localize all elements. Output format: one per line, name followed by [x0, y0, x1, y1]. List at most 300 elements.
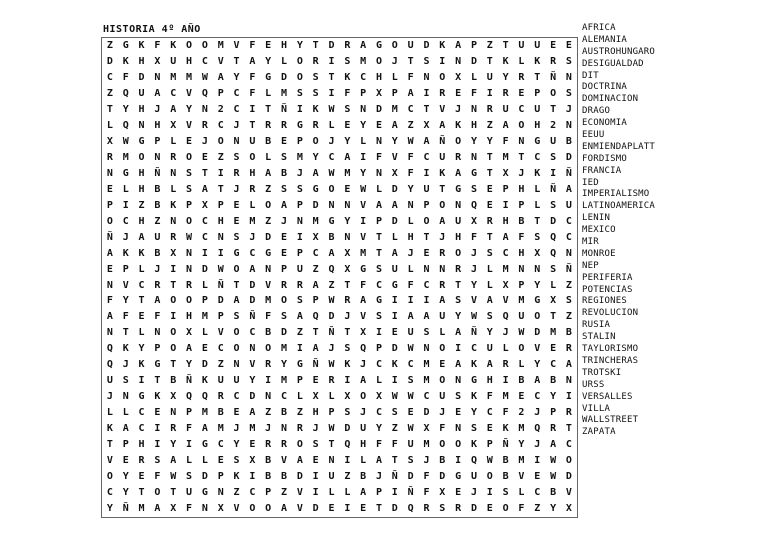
grid-cell[interactable]: Ñ	[328, 327, 335, 339]
grid-cell[interactable]: T	[423, 231, 430, 243]
grid-cell[interactable]: Y	[534, 359, 541, 371]
grid-cell[interactable]: S	[281, 183, 288, 195]
grid-cell[interactable]: N	[170, 167, 177, 179]
grid-cell[interactable]: P	[518, 199, 525, 211]
grid-cell[interactable]: E	[201, 343, 208, 355]
grid-cell[interactable]: Y	[233, 71, 240, 83]
grid-cell[interactable]: O	[455, 439, 462, 451]
grid-cell[interactable]: R	[186, 279, 193, 291]
grid-cell[interactable]: T	[534, 215, 541, 227]
grid-cell[interactable]: V	[502, 295, 509, 307]
grid-cell[interactable]: N	[565, 375, 572, 387]
grid-cell[interactable]: O	[170, 327, 177, 339]
grid-cell[interactable]: S	[281, 151, 288, 163]
grid-cell[interactable]: K	[344, 71, 351, 83]
grid-cell[interactable]: K	[201, 375, 208, 387]
grid-cell[interactable]: N	[170, 215, 177, 227]
grid-cell[interactable]: B	[518, 215, 525, 227]
grid-cell[interactable]: X	[423, 119, 430, 131]
grid-cell[interactable]: F	[122, 71, 129, 83]
grid-cell[interactable]: N	[375, 135, 382, 147]
grid-cell[interactable]: N	[455, 55, 462, 67]
grid-cell[interactable]: J	[344, 311, 351, 323]
grid-cell[interactable]: N	[154, 151, 161, 163]
grid-cell[interactable]: S	[565, 55, 572, 67]
grid-cell[interactable]: V	[186, 87, 193, 99]
grid-cell[interactable]: R	[344, 295, 351, 307]
grid-cell[interactable]: A	[281, 199, 288, 211]
grid-cell[interactable]: X	[344, 247, 351, 259]
grid-cell[interactable]: I	[296, 103, 303, 115]
grid-cell[interactable]: B	[154, 183, 161, 195]
grid-cell[interactable]: A	[360, 375, 367, 387]
grid-cell[interactable]: A	[360, 39, 367, 51]
grid-cell[interactable]: G	[201, 487, 208, 499]
grid-cell[interactable]: A	[360, 487, 367, 499]
grid-cell[interactable]: B	[328, 231, 335, 243]
grid-cell[interactable]: A	[455, 167, 462, 179]
grid-cell[interactable]: P	[375, 343, 382, 355]
grid-cell[interactable]: E	[138, 311, 145, 323]
grid-cell[interactable]: Y	[360, 119, 367, 131]
grid-cell[interactable]: Y	[296, 39, 303, 51]
grid-cell[interactable]: Y	[265, 55, 272, 67]
grid-cell[interactable]: U	[154, 231, 161, 243]
grid-cell[interactable]: W	[217, 263, 224, 275]
grid-cell[interactable]: Q	[312, 311, 319, 323]
grid-cell[interactable]: S	[565, 87, 572, 99]
grid-cell[interactable]: K	[391, 359, 398, 371]
grid-cell[interactable]: I	[249, 103, 256, 115]
grid-cell[interactable]: D	[375, 103, 382, 115]
grid-cell[interactable]: Y	[470, 279, 477, 291]
grid-cell[interactable]: C	[486, 407, 493, 419]
grid-cell[interactable]: C	[550, 359, 557, 371]
grid-cell[interactable]: C	[233, 87, 240, 99]
grid-cell[interactable]: N	[565, 71, 572, 83]
grid-cell[interactable]: I	[423, 87, 430, 99]
grid-cell[interactable]: Z	[265, 183, 272, 195]
grid-cell[interactable]: H	[360, 439, 367, 451]
grid-cell[interactable]: U	[486, 343, 493, 355]
grid-cell[interactable]: Q	[106, 343, 113, 355]
grid-cell[interactable]: W	[170, 471, 177, 483]
grid-cell[interactable]: A	[154, 87, 161, 99]
grid-cell[interactable]: B	[265, 135, 272, 147]
grid-cell[interactable]: A	[233, 295, 240, 307]
grid-cell[interactable]: O	[439, 71, 446, 83]
grid-cell[interactable]: H	[249, 167, 256, 179]
grid-cell[interactable]: L	[486, 263, 493, 275]
grid-cell[interactable]: S	[233, 455, 240, 467]
grid-cell[interactable]: H	[375, 71, 382, 83]
grid-cell[interactable]: K	[502, 55, 509, 67]
grid-cell[interactable]: V	[233, 503, 240, 515]
grid-cell[interactable]: K	[170, 39, 177, 51]
grid-cell[interactable]: Y	[391, 135, 398, 147]
grid-cell[interactable]: I	[154, 423, 161, 435]
grid-cell[interactable]: L	[328, 487, 335, 499]
grid-cell[interactable]: L	[138, 327, 145, 339]
grid-cell[interactable]: O	[138, 151, 145, 163]
grid-cell[interactable]: R	[296, 279, 303, 291]
grid-cell[interactable]: D	[281, 71, 288, 83]
grid-cell[interactable]: C	[534, 391, 541, 403]
grid-cell[interactable]: F	[265, 311, 272, 323]
grid-cell[interactable]: E	[186, 135, 193, 147]
grid-cell[interactable]: C	[249, 487, 256, 499]
grid-cell[interactable]: Q	[407, 503, 414, 515]
grid-cell[interactable]: R	[486, 215, 493, 227]
grid-cell[interactable]: Y	[375, 423, 382, 435]
grid-cell[interactable]: W	[407, 343, 414, 355]
grid-cell[interactable]: N	[106, 279, 113, 291]
grid-cell[interactable]: R	[281, 279, 288, 291]
grid-cell[interactable]: H	[138, 55, 145, 67]
grid-cell[interactable]: Y	[138, 343, 145, 355]
grid-cell[interactable]: T	[265, 103, 272, 115]
grid-cell[interactable]: E	[106, 183, 113, 195]
grid-cell[interactable]: L	[296, 391, 303, 403]
grid-cell[interactable]: O	[455, 247, 462, 259]
grid-cell[interactable]: Z	[486, 39, 493, 51]
grid-cell[interactable]: T	[550, 103, 557, 115]
grid-cell[interactable]: C	[375, 359, 382, 371]
grid-cell[interactable]: U	[502, 103, 509, 115]
grid-cell[interactable]: M	[518, 295, 525, 307]
grid-cell[interactable]: J	[534, 407, 541, 419]
grid-cell[interactable]: T	[233, 55, 240, 67]
grid-cell[interactable]: N	[565, 119, 572, 131]
grid-cell[interactable]: R	[170, 151, 177, 163]
grid-cell[interactable]: H	[186, 55, 193, 67]
grid-cell[interactable]: F	[502, 135, 509, 147]
grid-cell[interactable]: S	[486, 247, 493, 259]
grid-cell[interactable]: J	[391, 55, 398, 67]
grid-cell[interactable]: J	[328, 135, 335, 147]
grid-cell[interactable]: N	[344, 199, 351, 211]
grid-cell[interactable]: L	[550, 279, 557, 291]
grid-cell[interactable]: I	[391, 295, 398, 307]
grid-cell[interactable]: Q	[122, 119, 129, 131]
grid-cell[interactable]: E	[455, 407, 462, 419]
grid-cell[interactable]: P	[312, 295, 319, 307]
grid-cell[interactable]: J	[122, 359, 129, 371]
grid-cell[interactable]: G	[470, 375, 477, 387]
grid-cell[interactable]: C	[217, 343, 224, 355]
grid-cell[interactable]: A	[486, 359, 493, 371]
grid-cell[interactable]: E	[565, 39, 572, 51]
grid-cell[interactable]: O	[186, 295, 193, 307]
grid-cell[interactable]: Q	[186, 391, 193, 403]
grid-cell[interactable]: I	[138, 375, 145, 387]
grid-cell[interactable]: N	[423, 343, 430, 355]
grid-cell[interactable]: M	[423, 359, 430, 371]
grid-cell[interactable]: Z	[106, 39, 113, 51]
grid-cell[interactable]: L	[375, 183, 382, 195]
grid-cell[interactable]: Y	[122, 295, 129, 307]
grid-cell[interactable]: G	[122, 39, 129, 51]
grid-cell[interactable]: T	[486, 167, 493, 179]
grid-cell[interactable]: A	[455, 327, 462, 339]
grid-cell[interactable]: O	[423, 215, 430, 227]
grid-cell[interactable]: Y	[407, 183, 414, 195]
grid-cell[interactable]: M	[423, 439, 430, 451]
grid-cell[interactable]: G	[201, 439, 208, 451]
grid-cell[interactable]: R	[312, 119, 319, 131]
grid-cell[interactable]: V	[391, 151, 398, 163]
grid-cell[interactable]: Ñ	[281, 103, 288, 115]
grid-cell[interactable]: P	[296, 199, 303, 211]
grid-cell[interactable]: Z	[565, 279, 572, 291]
grid-cell[interactable]: O	[439, 375, 446, 387]
grid-cell[interactable]: A	[423, 311, 430, 323]
grid-cell[interactable]: J	[534, 439, 541, 451]
grid-cell[interactable]: M	[281, 87, 288, 99]
grid-cell[interactable]: D	[265, 231, 272, 243]
grid-cell[interactable]: K	[344, 359, 351, 371]
grid-cell[interactable]: A	[565, 183, 572, 195]
grid-cell[interactable]: L	[106, 407, 113, 419]
grid-cell[interactable]: N	[296, 215, 303, 227]
grid-cell[interactable]: B	[565, 327, 572, 339]
grid-cell[interactable]: C	[138, 279, 145, 291]
grid-cell[interactable]: X	[439, 487, 446, 499]
grid-cell[interactable]: T	[486, 55, 493, 67]
grid-cell[interactable]: E	[281, 247, 288, 259]
grid-cell[interactable]: N	[201, 103, 208, 115]
grid-cell[interactable]: O	[186, 215, 193, 227]
grid-cell[interactable]: Y	[186, 103, 193, 115]
grid-cell[interactable]: X	[312, 391, 319, 403]
grid-cell[interactable]: B	[502, 471, 509, 483]
grid-cell[interactable]: C	[423, 391, 430, 403]
grid-cell[interactable]: J	[502, 327, 509, 339]
grid-cell[interactable]: N	[233, 359, 240, 371]
grid-cell[interactable]: M	[423, 375, 430, 387]
grid-cell[interactable]: H	[138, 103, 145, 115]
grid-cell[interactable]: A	[312, 343, 319, 355]
grid-cell[interactable]: D	[470, 55, 477, 67]
grid-cell[interactable]: H	[186, 311, 193, 323]
grid-cell[interactable]: C	[217, 439, 224, 451]
grid-cell[interactable]: K	[233, 471, 240, 483]
grid-cell[interactable]: S	[407, 375, 414, 387]
grid-cell[interactable]: C	[470, 343, 477, 355]
grid-cell[interactable]: E	[281, 231, 288, 243]
grid-cell[interactable]: B	[265, 327, 272, 339]
grid-cell[interactable]: E	[233, 199, 240, 211]
grid-cell[interactable]: G	[233, 247, 240, 259]
grid-cell[interactable]: X	[170, 247, 177, 259]
grid-cell[interactable]: B	[265, 455, 272, 467]
grid-cell[interactable]: D	[328, 311, 335, 323]
grid-cell[interactable]: R	[312, 55, 319, 67]
grid-cell[interactable]: E	[455, 487, 462, 499]
grid-cell[interactable]: K	[122, 247, 129, 259]
grid-cell[interactable]: Z	[407, 119, 414, 131]
grid-cell[interactable]: W	[470, 311, 477, 323]
grid-cell[interactable]: T	[233, 279, 240, 291]
grid-cell[interactable]: H	[407, 231, 414, 243]
grid-cell[interactable]: S	[281, 311, 288, 323]
grid-cell[interactable]: S	[296, 183, 303, 195]
grid-cell[interactable]: O	[565, 455, 572, 467]
grid-cell[interactable]: E	[550, 343, 557, 355]
grid-cell[interactable]: M	[201, 311, 208, 323]
grid-cell[interactable]: U	[486, 71, 493, 83]
grid-cell[interactable]: F	[186, 423, 193, 435]
grid-cell[interactable]: I	[170, 311, 177, 323]
grid-cell[interactable]: R	[217, 391, 224, 403]
grid-cell[interactable]: R	[170, 423, 177, 435]
grid-cell[interactable]: K	[138, 247, 145, 259]
grid-cell[interactable]: O	[534, 311, 541, 323]
grid-cell[interactable]: D	[565, 151, 572, 163]
grid-cell[interactable]: L	[265, 151, 272, 163]
grid-cell[interactable]: Z	[328, 279, 335, 291]
grid-cell[interactable]: M	[296, 151, 303, 163]
grid-cell[interactable]: R	[565, 343, 572, 355]
grid-cell[interactable]: R	[265, 119, 272, 131]
grid-cell[interactable]: A	[455, 359, 462, 371]
grid-cell[interactable]: J	[423, 455, 430, 467]
grid-cell[interactable]: F	[423, 487, 430, 499]
grid-cell[interactable]: B	[550, 487, 557, 499]
grid-cell[interactable]: R	[439, 87, 446, 99]
grid-cell[interactable]: O	[439, 199, 446, 211]
grid-cell[interactable]: O	[328, 183, 335, 195]
grid-cell[interactable]: J	[154, 263, 161, 275]
grid-cell[interactable]: M	[249, 215, 256, 227]
grid-cell[interactable]: N	[470, 103, 477, 115]
grid-cell[interactable]: O	[518, 343, 525, 355]
grid-cell[interactable]: R	[502, 87, 509, 99]
grid-cell[interactable]: I	[265, 375, 272, 387]
grid-cell[interactable]: A	[439, 119, 446, 131]
grid-cell[interactable]: J	[233, 423, 240, 435]
grid-cell[interactable]: Z	[217, 151, 224, 163]
grid-cell[interactable]: H	[518, 247, 525, 259]
grid-cell[interactable]: S	[407, 455, 414, 467]
grid-cell[interactable]: T	[122, 327, 129, 339]
grid-cell[interactable]: Ñ	[407, 487, 414, 499]
grid-cell[interactable]: E	[486, 423, 493, 435]
grid-cell[interactable]: V	[360, 311, 367, 323]
grid-cell[interactable]: J	[518, 167, 525, 179]
grid-cell[interactable]: S	[344, 407, 351, 419]
grid-cell[interactable]: T	[518, 151, 525, 163]
grid-cell[interactable]: A	[265, 167, 272, 179]
grid-cell[interactable]: S	[312, 439, 319, 451]
grid-cell[interactable]: O	[249, 503, 256, 515]
grid-cell[interactable]: V	[360, 231, 367, 243]
grid-cell[interactable]: F	[360, 279, 367, 291]
grid-cell[interactable]: A	[391, 199, 398, 211]
grid-cell[interactable]: F	[154, 471, 161, 483]
grid-cell[interactable]: N	[170, 407, 177, 419]
grid-cell[interactable]: P	[186, 407, 193, 419]
grid-cell[interactable]: S	[344, 343, 351, 355]
grid-cell[interactable]: V	[565, 487, 572, 499]
grid-cell[interactable]: R	[455, 151, 462, 163]
grid-cell[interactable]: H	[502, 215, 509, 227]
grid-cell[interactable]: B	[154, 199, 161, 211]
grid-cell[interactable]: I	[217, 247, 224, 259]
grid-cell[interactable]: U	[423, 183, 430, 195]
grid-cell[interactable]: G	[391, 279, 398, 291]
grid-cell[interactable]: K	[122, 343, 129, 355]
grid-cell[interactable]: U	[296, 263, 303, 275]
grid-cell[interactable]: F	[122, 311, 129, 323]
grid-cell[interactable]: H	[534, 119, 541, 131]
grid-cell[interactable]: N	[122, 391, 129, 403]
grid-cell[interactable]: O	[518, 119, 525, 131]
grid-cell[interactable]: Y	[122, 471, 129, 483]
grid-cell[interactable]: O	[296, 439, 303, 451]
grid-cell[interactable]: C	[423, 151, 430, 163]
grid-cell[interactable]: L	[201, 455, 208, 467]
grid-cell[interactable]: S	[391, 407, 398, 419]
grid-cell[interactable]: X	[170, 119, 177, 131]
grid-cell[interactable]: Q	[328, 263, 335, 275]
grid-cell[interactable]: C	[122, 215, 129, 227]
grid-cell[interactable]: P	[296, 375, 303, 387]
grid-cell[interactable]: P	[217, 471, 224, 483]
grid-cell[interactable]: A	[502, 231, 509, 243]
grid-cell[interactable]: X	[170, 503, 177, 515]
grid-cell[interactable]: L	[122, 183, 129, 195]
grid-cell[interactable]: W	[328, 359, 335, 371]
grid-cell[interactable]: E	[344, 119, 351, 131]
grid-cell[interactable]: L	[502, 343, 509, 355]
grid-cell[interactable]: A	[423, 135, 430, 147]
grid-cell[interactable]: G	[296, 359, 303, 371]
grid-cell[interactable]: Ñ	[565, 263, 572, 275]
grid-cell[interactable]: F	[249, 71, 256, 83]
grid-cell[interactable]: A	[375, 455, 382, 467]
grid-cell[interactable]: K	[534, 55, 541, 67]
grid-cell[interactable]: C	[233, 103, 240, 115]
grid-cell[interactable]: Z	[312, 263, 319, 275]
grid-cell[interactable]: F	[344, 87, 351, 99]
grid-cell[interactable]: S	[455, 391, 462, 403]
grid-cell[interactable]: L	[344, 487, 351, 499]
grid-cell[interactable]: D	[470, 503, 477, 515]
grid-cell[interactable]: M	[518, 423, 525, 435]
grid-cell[interactable]: J	[439, 231, 446, 243]
grid-cell[interactable]: D	[201, 263, 208, 275]
grid-cell[interactable]: N	[455, 375, 462, 387]
grid-cell[interactable]: I	[312, 487, 319, 499]
grid-cell[interactable]: B	[439, 455, 446, 467]
grid-cell[interactable]: D	[344, 423, 351, 435]
grid-cell[interactable]: G	[265, 247, 272, 259]
grid-cell[interactable]: U	[534, 103, 541, 115]
grid-cell[interactable]: D	[217, 295, 224, 307]
grid-cell[interactable]: H	[470, 119, 477, 131]
grid-cell[interactable]: G	[312, 183, 319, 195]
grid-cell[interactable]: E	[486, 503, 493, 515]
grid-cell[interactable]: M	[201, 407, 208, 419]
grid-cell[interactable]: E	[360, 503, 367, 515]
grid-cell[interactable]: S	[233, 231, 240, 243]
grid-cell[interactable]: R	[344, 39, 351, 51]
grid-cell[interactable]: L	[518, 55, 525, 67]
grid-cell[interactable]: S	[375, 311, 382, 323]
grid-cell[interactable]: Ñ	[217, 279, 224, 291]
grid-cell[interactable]: N	[375, 167, 382, 179]
